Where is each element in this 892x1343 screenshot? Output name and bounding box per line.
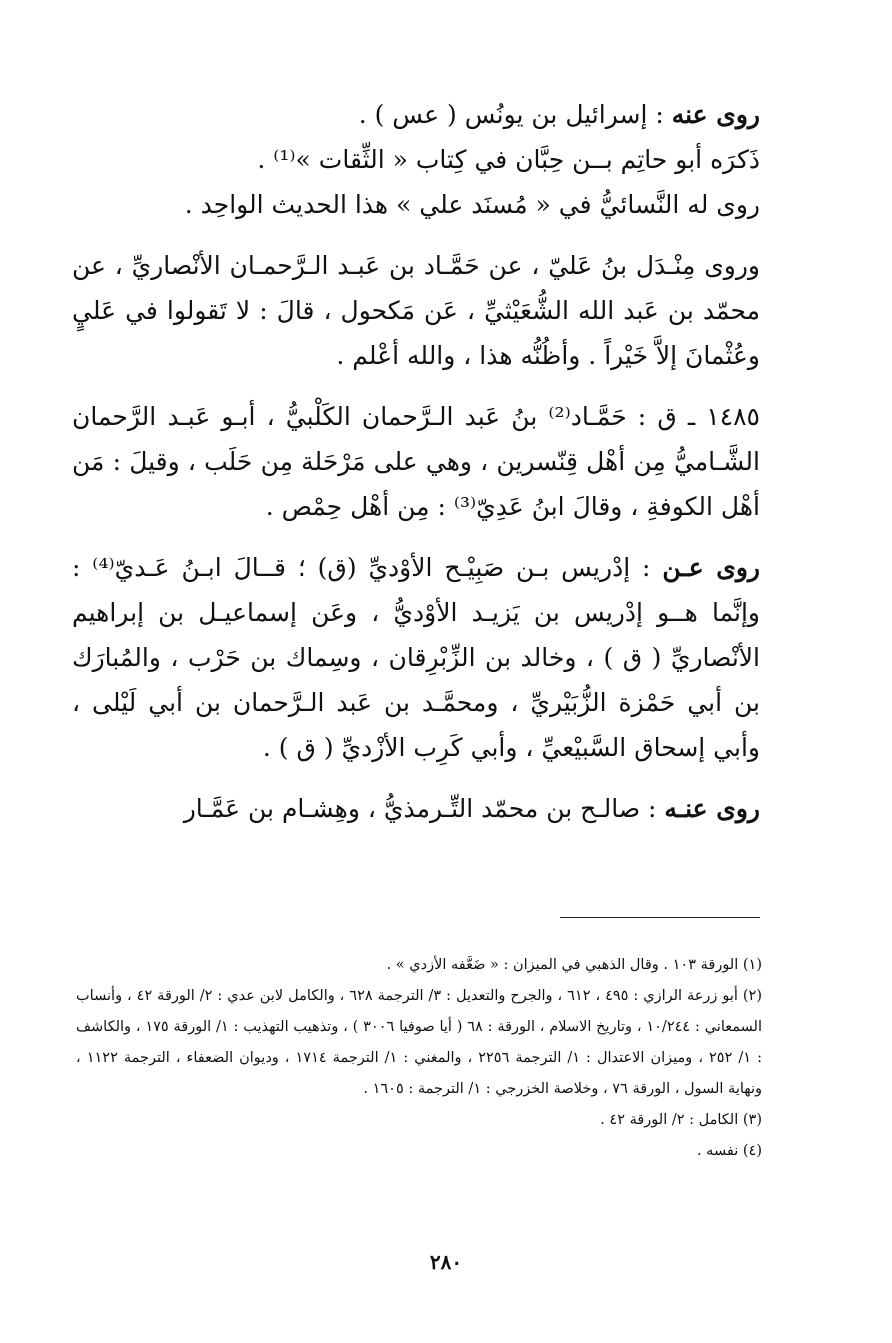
- section-label: روى عنه: [671, 100, 760, 129]
- section-label: روى عـن: [662, 553, 760, 582]
- paragraph-narrated-from-him: [72, 92, 760, 137]
- footnotes: [76, 950, 762, 1167]
- footnote-4: (٤) نفسه .: [696, 1143, 762, 1159]
- paragraph-narrated-from: [72, 545, 760, 770]
- paragraph-narrated-from-him-2: [72, 786, 760, 831]
- entry-1485-hammad: ١٤٨٥ ـ ق : حَمَّـاد⁽²⁾ بنُ عَبد الـرَّحمان الكَلْبيُّ ، أبـو عَبـد الرَّحمان الشَّـاميُّ مِن أهْل قِنّسرين ، وهي على مَرْحَلة مِن حَلَب ، وقيلَ : مَن أهْل الكوفةِ ، وقالَ ابنُ عَدِيّ⁽³⁾ : مِن أهْل حِمْص .: [72, 402, 760, 521]
- footnote-1: (١) الورقة ١٠٣ . وقال الذهبي في الميزان : « ضَعَّفه الأزدي » .: [386, 957, 762, 973]
- main-text: [72, 92, 760, 831]
- page-number: ٢٨٠: [429, 1250, 463, 1274]
- footnote-separator: [560, 917, 760, 918]
- footnote-2: (٢) أبو زرعة الرازي : ٤٩٥ ، ٦١٢ ، والجرح والتعديل : ٣/ الترجمة ٦٢٨ ، والكامل لابن عدي : ٢/ الورقة ٤٢ ، وأنساب السمعاني : ١٠/٢٤٤ ، وتاريخ الاسلام ، الورقة : ٦٨ ( أيا صوفيا ٣٠٠٦ ) ، وتذهيب التهذيب : ١/ الورقة ١٧٥ ، والكاشف : ١/ ٢٥٢ ، وميزان الاعتدال : ١/ الترجمة ٢٢٥٦ ، والمغني : ١/ الترجمة ١٧١٤ ، وديوان الضعفاء ، الترجمة ١١٢٢ ، ونهاية السول ، الورقة ٧٦ ، وخلاصة الخزرجي : ١/ الترجمة : ١٦٠٥ .: [76, 988, 763, 1097]
- footnote-3: (٣) الكامل : ٢/ الورقة ٤٢ .: [600, 1112, 762, 1128]
- paragraph-mandal: وروى مِنْـدَل بنُ عَليّ ، عن حَمَّـاد بن عَبـد الـرَّحمـان الأنْصاريِّ ، عن محمّد بن عَبد الله الشُّعَيْثيِّ ، عَن مَكحول ، قالَ : لا تَقولوا في عَليٍ وعُثْمانَ إلاَّ خَيْراً . وأظُنُّه هذا ، والله أعْلم .: [72, 251, 760, 370]
- paragraph-ibn-hibban: ذَكرَه أبو حاتِم بــن حِبَّان في كِتاب « الثِّقات »⁽¹⁾ .: [257, 145, 760, 174]
- paragraph-text: : إسرائيل بن يونُس ( عس ) .: [358, 100, 664, 129]
- paragraph-nasai: روى له النَّسائيُّ في « مُسنَد علي » هذا الحديث الواحِد .: [184, 190, 760, 219]
- paragraph-text: : صالـح بن محمّد التِّـرمذيُّ ، وهِشـام بن عَمَّـار: [183, 794, 657, 823]
- paragraph-text: : إدْريس بـن صَبِيْـح الأوْديِّ (ق) ؛ قــالَ ابـنُ عَـديّ⁽⁴⁾ : وإنَّما هــو إدْريس بن يَزيـد الأوْديُّ ، وعَن إسماعيـل بن إبراهيم الأنْصاريِّ ( ق ) ، وخالد بن الزِّبْرِقان ، وسِماك بن حَرْب ، والمُبارَك بن أبي حَمْزة الزُّبَيْريِّ ، ومحمَّـد بن عَبد الـرَّحمان بن أبي لَيْلى ، وأبي إسحاق السَّبيْعيِّ ، وأبي كَرِب الأزْديِّ ( ق ) .: [72, 553, 760, 762]
- section-label: روى عنـه: [664, 794, 760, 823]
